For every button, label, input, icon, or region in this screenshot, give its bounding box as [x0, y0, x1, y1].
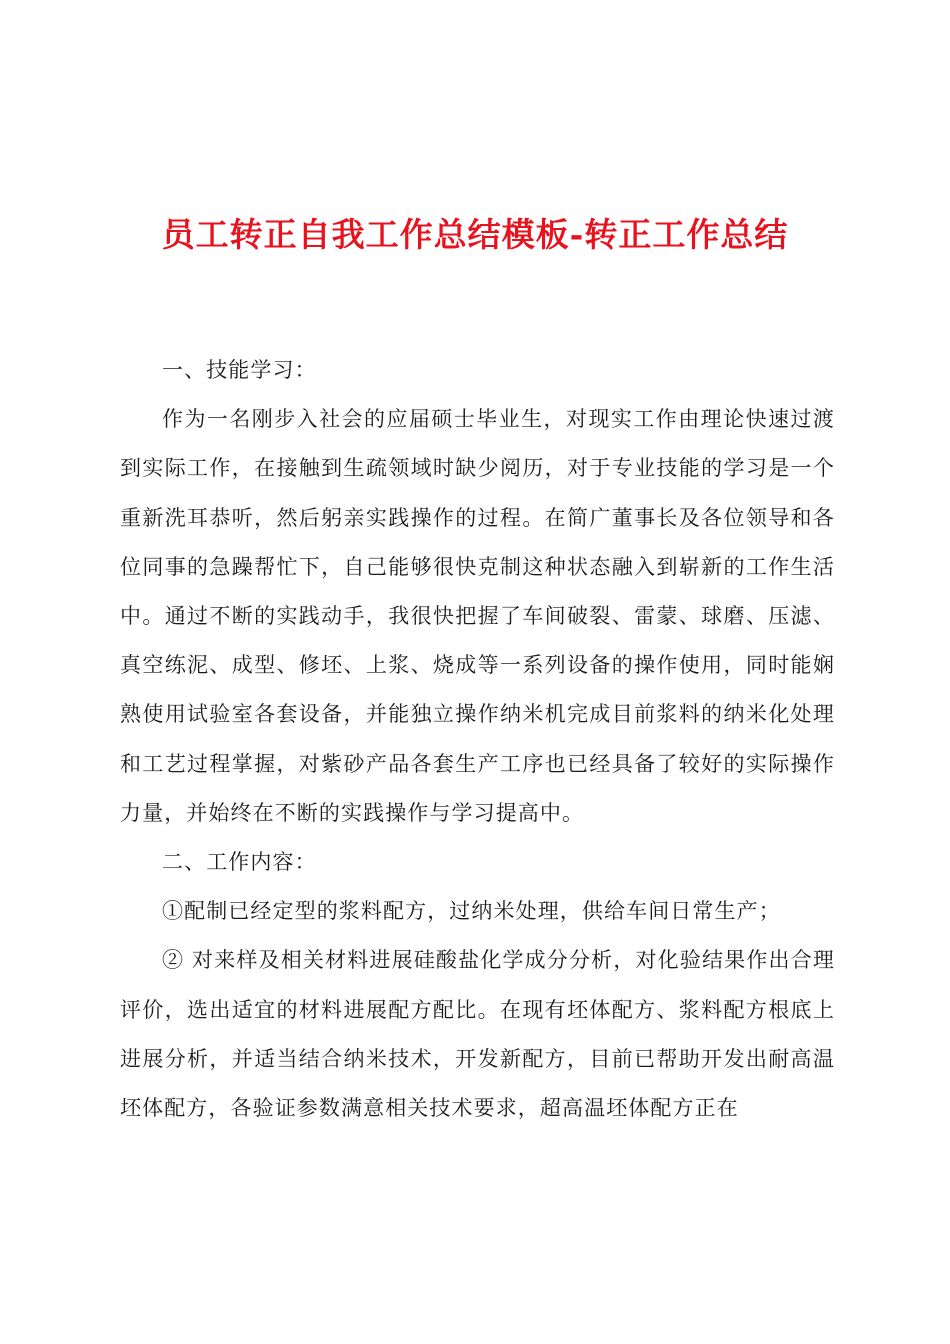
document-title: 员工转正自我工作总结模板-转正工作总结: [161, 215, 789, 254]
paragraph-skills: 作为一名刚步入社会的应届硕士毕业生，对现实工作由理论快速过渡到实际工作，在接触到生疏领域时缺少阅历，对于专业技能的学习是一个重新洗耳恭听，然后躬亲实践操作的过程。在简广董事长及各位领导和各位同事的急躁帮忙下，自己能够很快克制这种状态融入到崭新的工作生活中。通过不断的实践动手，我很快把握了车间破裂、雷蒙、球磨、压滤、真空练泥、成型、修坯、上浆、烧成等一系列设备的操作使用，同时能娴熟使用试验室各套设备，并能独立操作纳米机完成目前浆料的纳米化处理和工艺过程掌握，对紫砂产品各套生产工序也已经具备了较好的实际操作力量，并始终在不断的实践操作与学习提高中。: [120, 407, 835, 825]
document-body: [120, 346, 835, 1133]
list-item-2: ② 对来样及相关材料进展硅酸盐化学成分分析，对化验结果作出合理评价，选出适宜的材料进展配方配比。在现有坯体配方、浆料配方根底上进展分析，并适当结合纳米技术，开发新配方，目前已帮助开发出耐高温坯体配方，各验证参数满意相关技术要求，超高温坯体配方正在: [120, 948, 835, 1121]
list-item-1: ①配制已经定型的浆料配方，过纳米处理，供给车间日常生产；: [162, 899, 781, 924]
section-heading-work-content: 二、工作内容：: [162, 850, 317, 875]
section-heading-skills: 一、技能学习：: [162, 358, 317, 382]
